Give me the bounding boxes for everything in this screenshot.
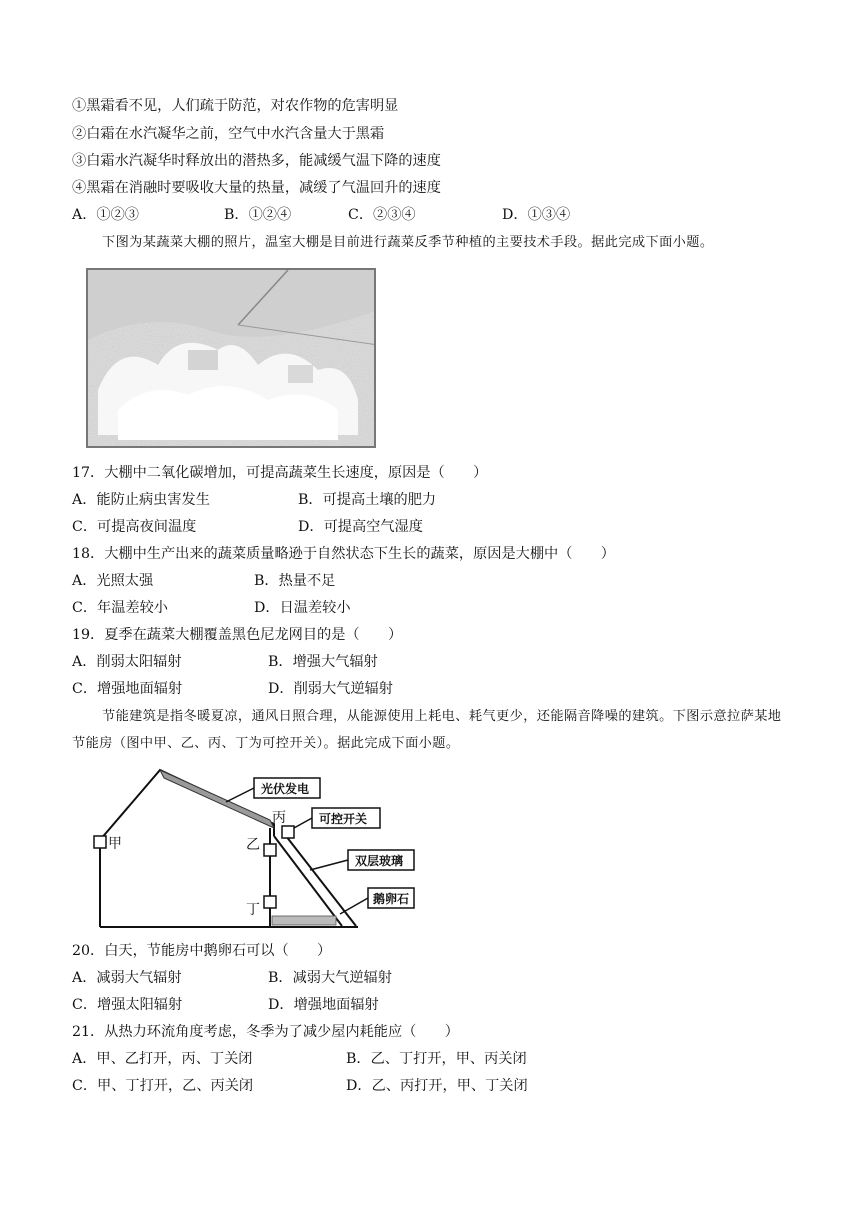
q18-stem: 18．大棚中生产出来的蔬菜质量略逊于自然状态下生长的蔬菜，原因是大棚中（ ） (72, 546, 615, 562)
label-glass: 双层玻璃 (355, 854, 404, 868)
q17-option-c: C．可提高夜间温度 (72, 519, 197, 535)
label-pebbles: 鹅卵石 (373, 892, 410, 906)
q17-option-a: A．能防止病虫害发生 (72, 492, 210, 508)
q19-stem: 19．夏季在蔬菜大棚覆盖黑色尼龙网目的是（ ） (72, 627, 403, 643)
switch-yi (264, 844, 276, 856)
q20-option-a: A．减弱大气辐射 (72, 970, 182, 986)
intro-energy-house: 节能建筑是指冬暖夏凉，通风日照合理，从能源使用上耗电、耗气更少，还能隔音降噪的建筑。下图示意拉萨某地节能房（图中甲、乙、丙、丁为可控开关）。据此完成下面小题。 (72, 709, 782, 751)
q20-option-d: D．增强地面辐射 (268, 997, 379, 1013)
statement-3: ③白霜水汽凝华时释放出的潜热多，能减缓气温下降的速度 (72, 153, 441, 169)
intro-greenhouse: 下图为某蔬菜大棚的照片，温室大棚是目前进行蔬菜反季节种植的主要技术手段。据此完成下面小题。 (102, 235, 714, 250)
q18-option-a: A．光照太强 (72, 573, 154, 589)
q17-option-b: B．可提高土壤的肥力 (298, 492, 437, 508)
q19-option-a: A．削弱太阳辐射 (72, 654, 182, 670)
q21-option-a: A．甲、乙打开，丙、丁关闭 (72, 1051, 253, 1067)
option-d: D．①③④ (502, 207, 571, 223)
switch-bing-label: 丙 (272, 810, 286, 826)
switch-jia (94, 836, 106, 848)
q21-stem: 21．从热力环流角度考虑，冬季为了减少屋内耗能应（ ） (72, 1024, 459, 1040)
switch-ding-label: 丁 (246, 902, 260, 918)
switch-yi-label: 乙 (246, 837, 260, 853)
statement-2: ②白霜在水汽凝华之前，空气中水汽含量大于黑霜 (72, 126, 385, 142)
q19-option-c: C．增强地面辐射 (72, 681, 183, 697)
statement-1: ①黑霜看不见，人们疏于防范，对农作物的危害明显 (72, 98, 399, 114)
q18-option-c: C．年温差较小 (72, 600, 168, 616)
pebbles (272, 916, 336, 925)
q19-option-b: B．增强大气辐射 (268, 654, 378, 670)
q19-option-d: D．削弱大气逆辐射 (268, 681, 393, 697)
q21-option-b: B．乙、丁打开，甲、丙关闭 (346, 1051, 527, 1067)
option-c: C．②③④ (348, 207, 416, 223)
q20-option-c: C．增强太阳辐射 (72, 997, 183, 1013)
statement-4: ④黑霜在消融时要吸收大量的热量，减缓了气温回升的速度 (72, 180, 441, 196)
label-switch: 可控开关 (319, 812, 368, 826)
switch-ding (264, 896, 276, 908)
q20-option-b: B．减弱大气逆辐射 (268, 970, 392, 986)
greenhouse-photo (86, 268, 376, 448)
option-b: B．①②④ (224, 207, 292, 223)
option-a: A．①②③ (72, 207, 139, 223)
double-glass-inner (286, 836, 356, 926)
q18-option-d: D．日温差较小 (254, 600, 351, 616)
energy-house-diagram (86, 762, 416, 934)
q21-option-c: C．甲、丁打开，乙、丙关闭 (72, 1078, 254, 1094)
q17-option-d: D．可提高空气湿度 (298, 519, 423, 535)
q20-stem: 20．白天，节能房中鹅卵石可以（ ） (72, 943, 332, 959)
switch-bing (282, 826, 294, 838)
switch-jia-label: 甲 (108, 836, 122, 852)
q21-option-d: D．乙、丙打开，甲、丁关闭 (346, 1078, 528, 1094)
label-solar: 光伏发电 (261, 782, 310, 796)
q18-option-b: B．热量不足 (254, 573, 336, 589)
q17-stem: 17．大棚中二氧化碳增加，可提高蔬菜生长速度，原因是（ ） (72, 465, 488, 481)
double-glass-outer (274, 836, 342, 926)
